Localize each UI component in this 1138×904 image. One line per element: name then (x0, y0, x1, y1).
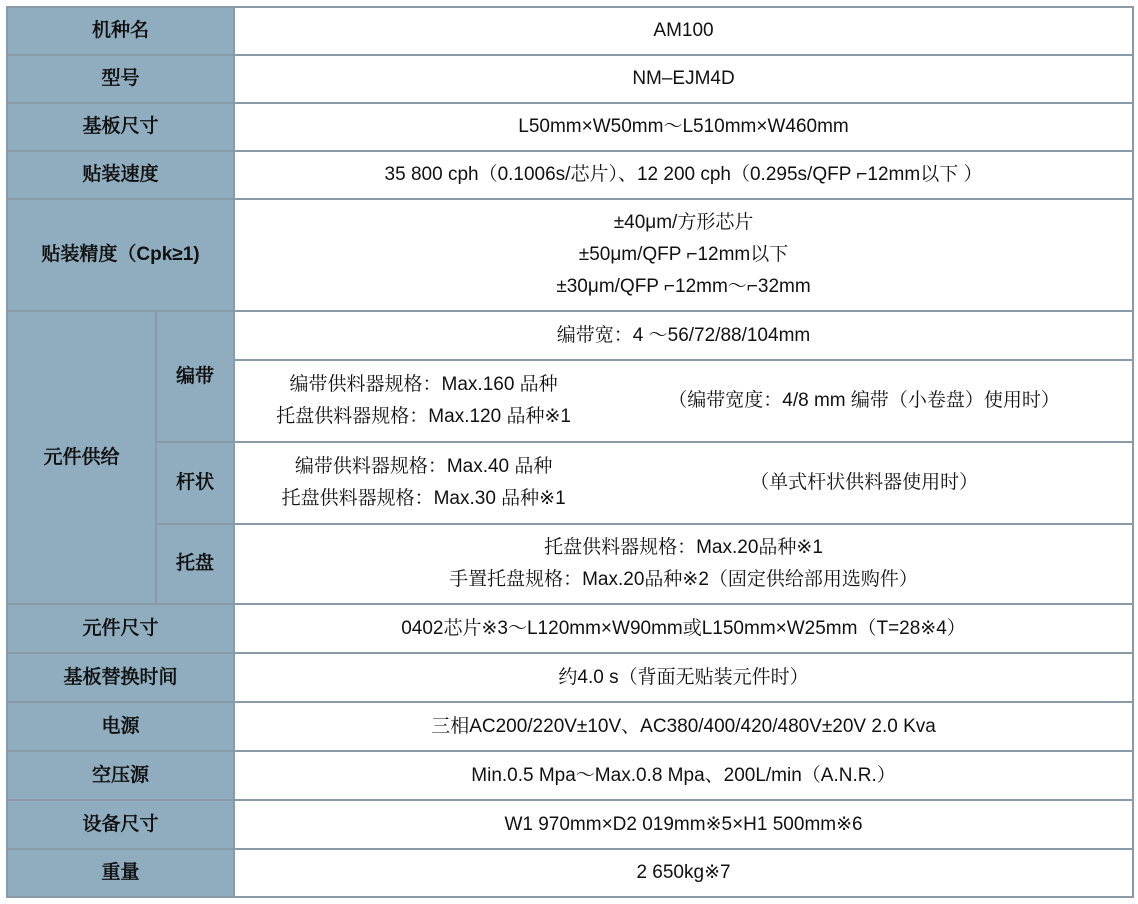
row-component-size (7, 604, 1133, 653)
label-stick: 杆状 (156, 442, 234, 524)
label-board-exchange: 基板替换时间 (7, 653, 234, 702)
accuracy-line: ±50μm/QFP ⌐12mm以下 (578, 244, 789, 265)
label-machine-size: 设备尺寸 (7, 800, 234, 849)
label-component-supply: 元件供给 (7, 311, 156, 604)
value-mount-accuracy (234, 199, 1133, 311)
row-tray (7, 524, 1133, 604)
tray-line: 托盘供料器规格：Max.20品种※1 (544, 537, 823, 558)
value-board-size: L50mm×W50mm～L510mm×W460mm (234, 103, 1133, 151)
label-weight: 重量 (7, 849, 234, 897)
label-tray: 托盘 (156, 524, 234, 604)
value-board-exchange: 约4.0 s（背面无贴装元件时） (234, 653, 1133, 702)
row-mount-accuracy (7, 199, 1133, 311)
value-type: NM–EJM4D (234, 55, 1133, 103)
accuracy-line: ±40μm/方形芯片 (613, 212, 754, 233)
row-stick (7, 442, 1133, 524)
value-model-name: AM100 (234, 7, 1133, 55)
row-air (7, 751, 1133, 800)
value-tape-feeders (234, 360, 1133, 442)
tape-feeder-line: 编带供料器规格：Max.160 品种 (289, 374, 558, 395)
stick-feeder-line: 托盘供料器规格：Max.30 品种※1 (281, 488, 566, 509)
label-air: 空压源 (7, 751, 234, 800)
tray-line: 手置托盘规格：Max.20品种※2（固定供给部用选购件） (449, 569, 918, 590)
stick-note: （单式杆状供料器使用时） (750, 472, 979, 493)
row-weight (7, 849, 1133, 897)
row-model-name (7, 7, 1133, 55)
accuracy-line: ±30μm/QFP ⌐12mm～⌐32mm (556, 276, 811, 297)
row-power (7, 702, 1133, 751)
label-model-name: 机种名 (7, 7, 234, 55)
row-board-exchange (7, 653, 1133, 702)
value-mount-speed: 35 800 cph（0.1006s/芯片）、12 200 cph（0.295s/QFP ⌐12mm以下 ） (234, 151, 1133, 199)
value-tape-width: 编带宽：4 ～56/72/88/104mm (234, 311, 1133, 360)
spec-table (6, 6, 1134, 898)
value-stick (234, 442, 1133, 524)
label-tape: 编带 (156, 311, 234, 442)
label-board-size: 基板尺寸 (7, 103, 234, 151)
value-weight: 2 650kg※7 (234, 849, 1133, 897)
label-power: 电源 (7, 702, 234, 751)
label-type: 型号 (7, 55, 234, 103)
row-board-size (7, 103, 1133, 151)
row-type (7, 55, 1133, 103)
value-machine-size: W1 970mm×D2 019mm※5×H1 500mm※6 (234, 800, 1133, 849)
label-mount-speed: 贴装速度 (7, 151, 234, 199)
stick-feeder-line: 编带供料器规格：Max.40 品种 (294, 456, 553, 477)
value-component-size: 0402芯片※3～L120mm×W90mm或L150mm×W25mm（T=28※4） (234, 604, 1133, 653)
value-power: 三相AC200/220V±10V、AC380/400/420/480V±20V 2.0 Kva (234, 702, 1133, 751)
label-mount-accuracy: 贴装精度（Cpk≥1) (7, 199, 234, 311)
row-tape-width (7, 311, 1133, 360)
row-machine-size (7, 800, 1133, 849)
tape-note: （编带宽度：4/8 mm 编带（小卷盘）使用时） (668, 390, 1060, 411)
value-tray (234, 524, 1133, 604)
tape-feeder-line: 托盘供料器规格：Max.120 品种※1 (276, 406, 571, 427)
label-component-size: 元件尺寸 (7, 604, 234, 653)
row-mount-speed (7, 151, 1133, 199)
value-air: Min.0.5 Mpa～Max.0.8 Mpa、200L/min（A.N.R.） (234, 751, 1133, 800)
